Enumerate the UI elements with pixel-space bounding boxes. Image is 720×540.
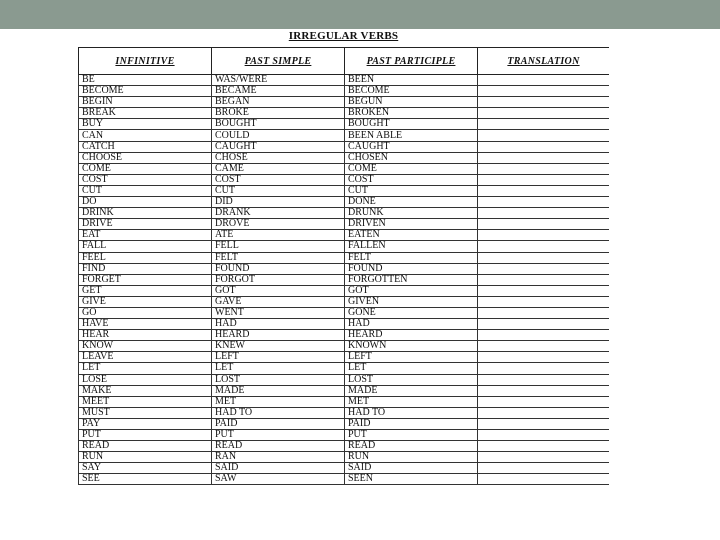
past-participle-cell: READ xyxy=(345,441,478,452)
infinitive-cell: DRINK xyxy=(79,208,212,219)
infinitive-cell: DO xyxy=(79,197,212,208)
past-participle-cell: COST xyxy=(345,174,478,185)
infinitive-cell: FORGET xyxy=(79,274,212,285)
past-participle-cell: BEGUN xyxy=(345,97,478,108)
translation-cell xyxy=(478,374,610,385)
translation-cell xyxy=(478,407,610,418)
past-participle-cell: HAD xyxy=(345,319,478,330)
infinitive-cell: MEET xyxy=(79,396,212,407)
translation-cell xyxy=(478,230,610,241)
table-row xyxy=(79,230,610,241)
past-participle-cell: SAID xyxy=(345,463,478,474)
table-row xyxy=(79,130,610,141)
infinitive-cell: RUN xyxy=(79,452,212,463)
past-simple-cell: DRANK xyxy=(212,208,345,219)
past-participle-cell: FELT xyxy=(345,252,478,263)
past-participle-cell: FOUND xyxy=(345,263,478,274)
infinitive-cell: BUY xyxy=(79,119,212,130)
infinitive-cell: COST xyxy=(79,174,212,185)
document-title: IRREGULAR VERBS xyxy=(288,30,399,42)
translation-cell xyxy=(478,141,610,152)
translation-cell xyxy=(478,452,610,463)
past-simple-cell: MADE xyxy=(212,385,345,396)
infinitive-cell: CATCH xyxy=(79,141,212,152)
past-participle-cell: COME xyxy=(345,163,478,174)
past-participle-cell: CHOSEN xyxy=(345,152,478,163)
past-participle-cell: KNOWN xyxy=(345,341,478,352)
past-simple-cell: DROVE xyxy=(212,219,345,230)
infinitive-cell: HAVE xyxy=(79,319,212,330)
table-row xyxy=(79,352,610,363)
table-row xyxy=(79,263,610,274)
past-participle-cell: DRUNK xyxy=(345,208,478,219)
table-row xyxy=(79,141,610,152)
past-simple-cell: PUT xyxy=(212,430,345,441)
past-participle-cell: GONE xyxy=(345,307,478,318)
past-simple-cell: CHOSE xyxy=(212,152,345,163)
table-row xyxy=(79,463,610,474)
past-simple-cell: COULD xyxy=(212,130,345,141)
past-simple-cell: RAN xyxy=(212,452,345,463)
table-row xyxy=(79,374,610,385)
infinitive-cell: GO xyxy=(79,307,212,318)
table-row xyxy=(79,363,610,374)
past-participle-cell: HEARD xyxy=(345,330,478,341)
table-row xyxy=(79,274,610,285)
translation-cell xyxy=(478,274,610,285)
table-row xyxy=(79,219,610,230)
translation-cell xyxy=(478,330,610,341)
infinitive-cell: SAY xyxy=(79,463,212,474)
translation-cell xyxy=(478,208,610,219)
table-row xyxy=(79,185,610,196)
translation-cell xyxy=(478,108,610,119)
past-participle-cell: BECOME xyxy=(345,86,478,97)
past-simple-cell: SAW xyxy=(212,474,345,485)
past-participle-cell: FORGOTTEN xyxy=(345,274,478,285)
infinitive-cell: LEAVE xyxy=(79,352,212,363)
translation-cell xyxy=(478,396,610,407)
translation-cell xyxy=(478,352,610,363)
translation-cell xyxy=(478,241,610,252)
past-simple-cell: FOUND xyxy=(212,263,345,274)
table-row xyxy=(79,174,610,185)
translation-cell xyxy=(478,219,610,230)
top-color-band xyxy=(0,0,720,29)
past-participle-cell: PAID xyxy=(345,418,478,429)
infinitive-cell: LOSE xyxy=(79,374,212,385)
translation-cell xyxy=(478,363,610,374)
table-row xyxy=(79,474,610,485)
past-simple-cell: HAD xyxy=(212,319,345,330)
table-row xyxy=(79,452,610,463)
past-simple-cell: BECAME xyxy=(212,86,345,97)
past-simple-cell: LET xyxy=(212,363,345,374)
past-simple-cell: GAVE xyxy=(212,296,345,307)
infinitive-cell: PUT xyxy=(79,430,212,441)
table-row xyxy=(79,430,610,441)
translation-cell xyxy=(478,474,610,485)
past-simple-cell: CUT xyxy=(212,185,345,196)
infinitive-cell: PAY xyxy=(79,418,212,429)
past-simple-cell: CAUGHT xyxy=(212,141,345,152)
translation-cell xyxy=(478,441,610,452)
past-simple-cell: BROKE xyxy=(212,108,345,119)
infinitive-cell: FEEL xyxy=(79,252,212,263)
past-participle-cell: RUN xyxy=(345,452,478,463)
infinitive-cell: GIVE xyxy=(79,296,212,307)
infinitive-cell: GET xyxy=(79,285,212,296)
infinitive-cell: BEGIN xyxy=(79,97,212,108)
translation-cell xyxy=(478,119,610,130)
infinitive-cell: MUST xyxy=(79,407,212,418)
infinitive-cell: KNOW xyxy=(79,341,212,352)
table-row xyxy=(79,241,610,252)
past-simple-cell: BOUGHT xyxy=(212,119,345,130)
translation-cell xyxy=(478,307,610,318)
column-header: INFINITIVE xyxy=(79,48,212,75)
column-header: TRANSLATION xyxy=(478,48,610,75)
infinitive-cell: CUT xyxy=(79,185,212,196)
translation-cell xyxy=(478,130,610,141)
table-row xyxy=(79,163,610,174)
translation-cell xyxy=(478,296,610,307)
past-participle-cell: HAD TO xyxy=(345,407,478,418)
irregular-verbs-table xyxy=(78,47,609,485)
scanned-document xyxy=(78,29,609,492)
infinitive-cell: EAT xyxy=(79,230,212,241)
infinitive-cell: READ xyxy=(79,441,212,452)
past-participle-cell: GIVEN xyxy=(345,296,478,307)
table-row xyxy=(79,86,610,97)
past-participle-cell: CAUGHT xyxy=(345,141,478,152)
infinitive-cell: FALL xyxy=(79,241,212,252)
table-row xyxy=(79,307,610,318)
past-simple-cell: MET xyxy=(212,396,345,407)
table-row xyxy=(79,341,610,352)
past-participle-cell: DRIVEN xyxy=(345,219,478,230)
past-participle-cell: LET xyxy=(345,363,478,374)
past-simple-cell: PAID xyxy=(212,418,345,429)
translation-cell xyxy=(478,163,610,174)
past-participle-cell: BOUGHT xyxy=(345,119,478,130)
past-simple-cell: KNEW xyxy=(212,341,345,352)
past-participle-cell: PUT xyxy=(345,430,478,441)
table-row xyxy=(79,75,610,86)
past-simple-cell: SAID xyxy=(212,463,345,474)
past-simple-cell: FELT xyxy=(212,252,345,263)
infinitive-cell: LET xyxy=(79,363,212,374)
infinitive-cell: FIND xyxy=(79,263,212,274)
column-header: PAST PARTICIPLE xyxy=(345,48,478,75)
past-participle-cell: LEFT xyxy=(345,352,478,363)
infinitive-cell: SEE xyxy=(79,474,212,485)
past-simple-cell: BEGAN xyxy=(212,97,345,108)
translation-cell xyxy=(478,185,610,196)
translation-cell xyxy=(478,97,610,108)
translation-cell xyxy=(478,341,610,352)
translation-cell xyxy=(478,252,610,263)
translation-cell xyxy=(478,174,610,185)
column-header: PAST SIMPLE xyxy=(212,48,345,75)
past-participle-cell: LOST xyxy=(345,374,478,385)
infinitive-cell: HEAR xyxy=(79,330,212,341)
translation-cell xyxy=(478,197,610,208)
past-simple-cell: FORGOT xyxy=(212,274,345,285)
table-row xyxy=(79,119,610,130)
infinitive-cell: BECOME xyxy=(79,86,212,97)
past-participle-cell: DONE xyxy=(345,197,478,208)
past-participle-cell: BEEN ABLE xyxy=(345,130,478,141)
past-participle-cell: MADE xyxy=(345,385,478,396)
translation-cell xyxy=(478,263,610,274)
past-simple-cell: HAD TO xyxy=(212,407,345,418)
past-simple-cell: LOST xyxy=(212,374,345,385)
table-row xyxy=(79,152,610,163)
past-simple-cell: GOT xyxy=(212,285,345,296)
table-row xyxy=(79,252,610,263)
table-row xyxy=(79,208,610,219)
table-row xyxy=(79,108,610,119)
past-simple-cell: LEFT xyxy=(212,352,345,363)
past-simple-cell: WAS/WERE xyxy=(212,75,345,86)
table-header-row xyxy=(79,48,610,75)
past-simple-cell: ATE xyxy=(212,230,345,241)
table-row xyxy=(79,330,610,341)
past-participle-cell: GOT xyxy=(345,285,478,296)
infinitive-cell: MAKE xyxy=(79,385,212,396)
infinitive-cell: CHOOSE xyxy=(79,152,212,163)
past-simple-cell: COST xyxy=(212,174,345,185)
table-row xyxy=(79,441,610,452)
past-participle-cell: MET xyxy=(345,396,478,407)
infinitive-cell: CAN xyxy=(79,130,212,141)
translation-cell xyxy=(478,385,610,396)
infinitive-cell: DRIVE xyxy=(79,219,212,230)
table-row xyxy=(79,407,610,418)
table-row xyxy=(79,285,610,296)
past-participle-cell: EATEN xyxy=(345,230,478,241)
table-row xyxy=(79,296,610,307)
table-row xyxy=(79,418,610,429)
translation-cell xyxy=(478,319,610,330)
past-simple-cell: WENT xyxy=(212,307,345,318)
past-simple-cell: READ xyxy=(212,441,345,452)
translation-cell xyxy=(478,86,610,97)
infinitive-cell: COME xyxy=(79,163,212,174)
infinitive-cell: BREAK xyxy=(79,108,212,119)
past-simple-cell: DID xyxy=(212,197,345,208)
translation-cell xyxy=(478,463,610,474)
translation-cell xyxy=(478,430,610,441)
table-row xyxy=(79,97,610,108)
table-row xyxy=(79,319,610,330)
table-row xyxy=(79,385,610,396)
past-participle-cell: BEEN xyxy=(345,75,478,86)
past-simple-cell: HEARD xyxy=(212,330,345,341)
translation-cell xyxy=(478,75,610,86)
infinitive-cell: BE xyxy=(79,75,212,86)
past-participle-cell: CUT xyxy=(345,185,478,196)
past-participle-cell: BROKEN xyxy=(345,108,478,119)
translation-cell xyxy=(478,418,610,429)
translation-cell xyxy=(478,152,610,163)
past-simple-cell: CAME xyxy=(212,163,345,174)
past-participle-cell: SEEN xyxy=(345,474,478,485)
translation-cell xyxy=(478,285,610,296)
past-participle-cell: FALLEN xyxy=(345,241,478,252)
table-row xyxy=(79,396,610,407)
table-row xyxy=(79,197,610,208)
past-simple-cell: FELL xyxy=(212,241,345,252)
